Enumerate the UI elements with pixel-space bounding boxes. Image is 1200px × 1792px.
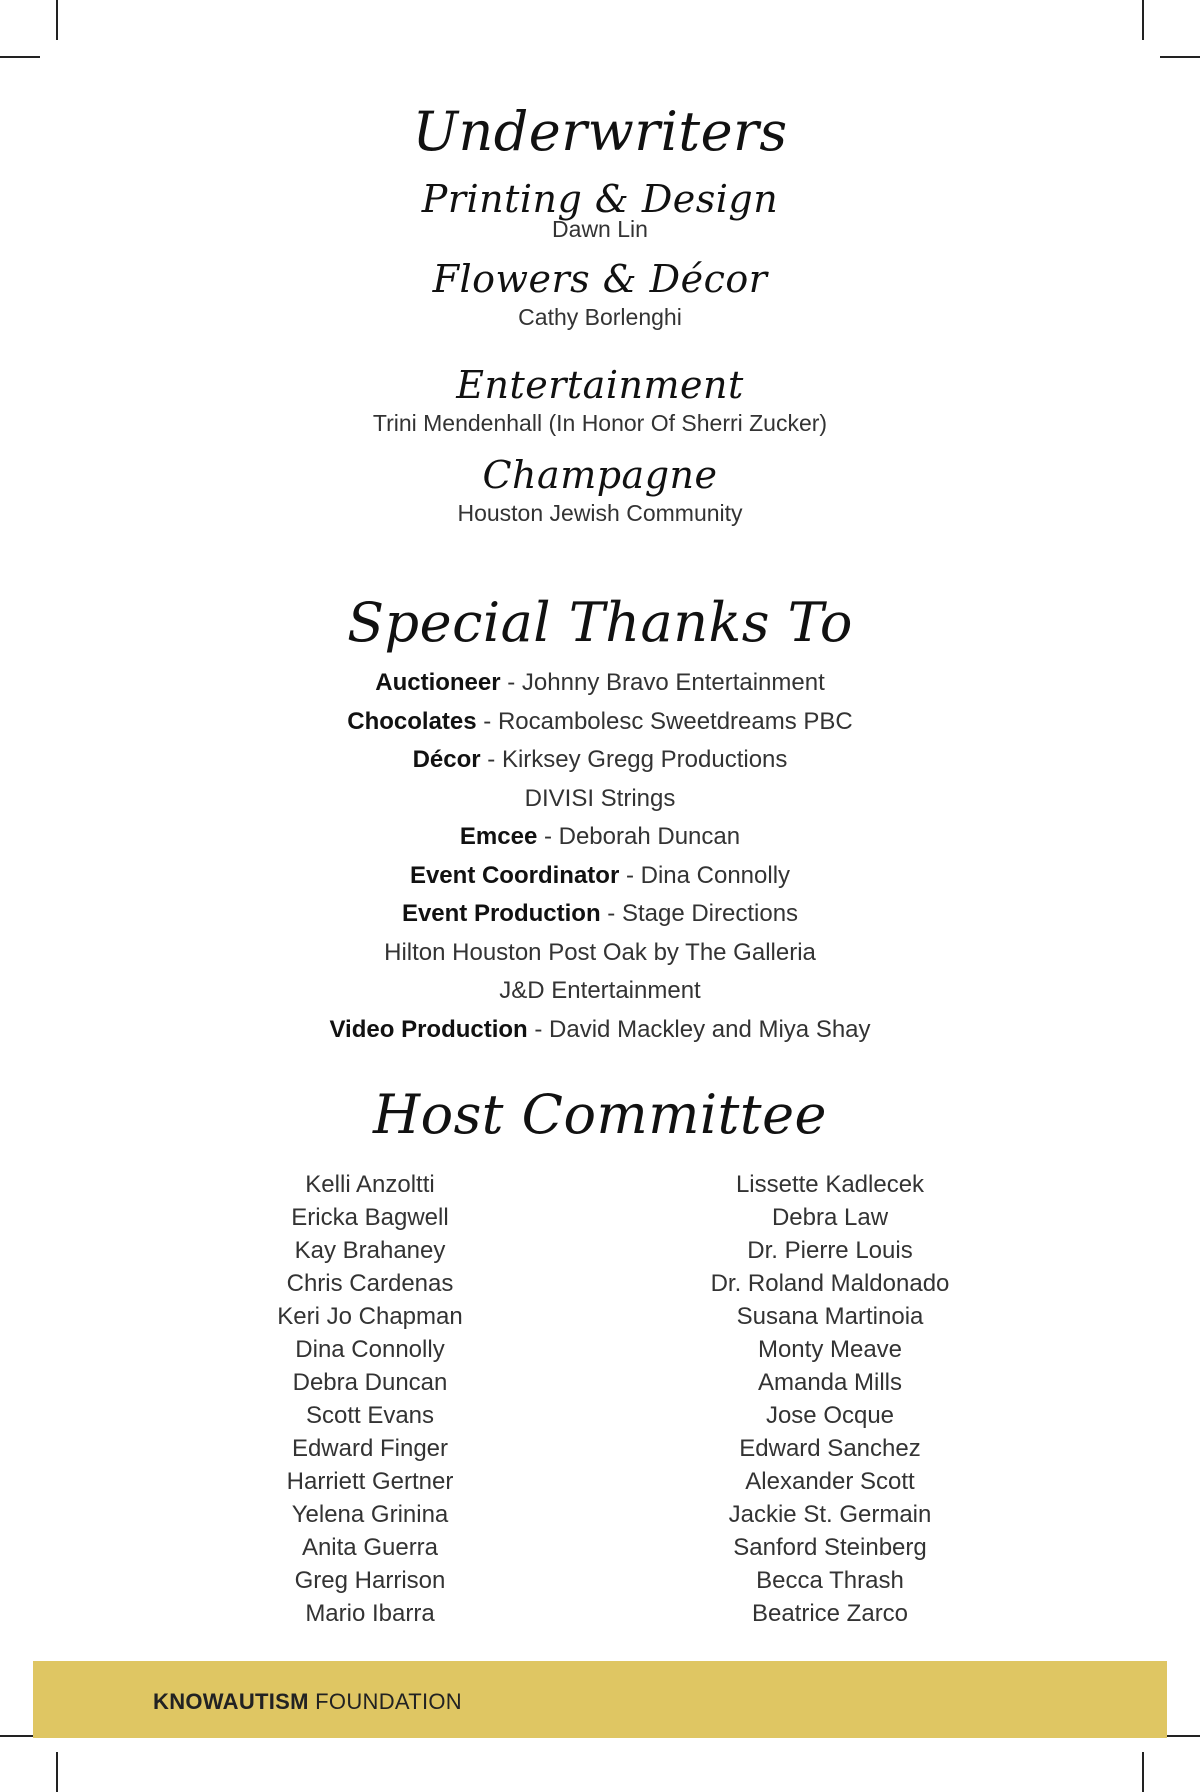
committee-member: Jackie St. Germain bbox=[728, 1501, 932, 1528]
thanks-line bbox=[0, 857, 1200, 896]
special-thanks-section bbox=[0, 588, 1200, 1049]
thanks-name: Johnny Bravo Entertainment bbox=[521, 669, 825, 696]
crop-mark bbox=[1160, 56, 1200, 58]
committee-member: Susana Martinoia bbox=[736, 1303, 924, 1330]
committee-member: Harriett Gertner bbox=[286, 1468, 454, 1495]
committee-member: Scott Evans bbox=[305, 1402, 435, 1429]
special-thanks-title: Special Thanks To bbox=[347, 591, 853, 654]
committee-column-right bbox=[620, 1168, 1040, 1630]
underwriter-heading: Printing & Design bbox=[421, 177, 779, 221]
committee-member: Keri Jo Chapman bbox=[277, 1303, 463, 1330]
committee-member: Amanda Mills bbox=[757, 1369, 903, 1396]
host-committee-title: Host Committee bbox=[372, 1083, 827, 1146]
underwriter-group bbox=[0, 362, 1200, 438]
committee-member: Chris Cardenas bbox=[286, 1270, 454, 1297]
underwriter-group bbox=[0, 176, 1200, 242]
thanks-name: DIVISI Strings bbox=[524, 784, 676, 812]
underwriter-name: Cathy Borlenghi bbox=[518, 304, 682, 330]
footer-brand-bold: KNOWAUTISM bbox=[153, 1689, 309, 1714]
thanks-role: Emcee bbox=[459, 823, 538, 850]
committee-member: Ericka Bagwell bbox=[291, 1204, 449, 1231]
thanks-name: Kirksey Gregg Productions bbox=[501, 746, 788, 773]
thanks-name: Dina Connolly bbox=[640, 861, 791, 889]
thanks-line bbox=[0, 972, 1200, 1011]
footer-band bbox=[33, 1661, 1167, 1738]
footer-brand-rest: FOUNDATION bbox=[308, 1689, 462, 1714]
underwriters-section bbox=[0, 96, 1200, 528]
thanks-line bbox=[0, 741, 1200, 780]
thanks-line bbox=[0, 818, 1200, 857]
thanks-name: Rocambolesc Sweetdreams PBC bbox=[497, 707, 853, 735]
thanks-separator: - bbox=[500, 669, 522, 696]
committee-member: Becca Thrash bbox=[756, 1567, 904, 1594]
committee-member: Dina Connolly bbox=[295, 1336, 445, 1363]
thanks-name: J&D Entertainment bbox=[499, 977, 701, 1004]
thanks-separator: - bbox=[600, 900, 622, 927]
committee-member: Debra Law bbox=[771, 1204, 889, 1231]
committee-member: Lissette Kadlecek bbox=[735, 1171, 925, 1198]
committee-member: Edward Sanchez bbox=[739, 1435, 921, 1462]
committee-member: Kelli Anzoltti bbox=[305, 1171, 435, 1198]
committee-member: Jose Ocque bbox=[765, 1402, 895, 1429]
underwriter-name: Houston Jewish Community bbox=[457, 500, 743, 526]
crop-mark bbox=[56, 1752, 58, 1792]
committee-member: Monty Meave bbox=[757, 1336, 903, 1363]
thanks-separator: - bbox=[527, 1015, 550, 1043]
thanks-line bbox=[0, 780, 1200, 819]
underwriter-heading: Flowers & Décor bbox=[432, 257, 768, 301]
underwriter-heading: Champagne bbox=[482, 453, 718, 497]
thanks-line bbox=[0, 703, 1200, 742]
committee-member: Greg Harrison bbox=[294, 1567, 446, 1594]
committee-member: Beatrice Zarco bbox=[751, 1600, 909, 1627]
thanks-name: Stage Directions bbox=[621, 900, 799, 927]
footer-brand bbox=[153, 1689, 462, 1715]
underwriter-name: Trini Mendenhall (In Honor Of Sherri Zucker) bbox=[372, 410, 828, 436]
committee-member: Dr. Roland Maldonado bbox=[710, 1270, 950, 1297]
committee-column-left bbox=[160, 1168, 580, 1630]
thanks-role: Décor bbox=[412, 746, 481, 773]
underwriter-group bbox=[0, 452, 1200, 528]
committee-member: Edward Finger bbox=[291, 1435, 449, 1462]
thanks-name: David Mackley and Miya Shay bbox=[549, 1015, 871, 1043]
thanks-separator: - bbox=[619, 861, 641, 889]
underwriter-group bbox=[0, 256, 1200, 332]
thanks-line bbox=[0, 664, 1200, 703]
committee-member: Alexander Scott bbox=[745, 1468, 915, 1495]
host-committee-title-wrap bbox=[0, 1080, 1200, 1150]
committee-member: Dr. Pierre Louis bbox=[747, 1237, 913, 1264]
underwriters-title: Underwriters bbox=[412, 100, 788, 163]
thanks-line bbox=[0, 1011, 1200, 1050]
thanks-line bbox=[0, 934, 1200, 973]
thanks-separator: - bbox=[537, 823, 559, 850]
committee-member: Mario Ibarra bbox=[305, 1600, 435, 1627]
special-thanks-list bbox=[0, 664, 1200, 1049]
thanks-name: Deborah Duncan bbox=[558, 823, 741, 850]
thanks-role: Auctioneer bbox=[375, 669, 501, 696]
thanks-role: Chocolates bbox=[347, 707, 477, 735]
thanks-role: Event Production bbox=[401, 900, 601, 927]
thanks-name: Hilton Houston Post Oak by The Galleria bbox=[384, 938, 816, 966]
thanks-separator: - bbox=[476, 707, 498, 735]
thanks-role: Video Production bbox=[329, 1015, 528, 1043]
crop-mark bbox=[1142, 1752, 1144, 1792]
committee-member: Kay Brahaney bbox=[294, 1237, 446, 1264]
crop-mark bbox=[1142, 0, 1144, 40]
thanks-line bbox=[0, 895, 1200, 934]
underwriter-name: Dawn Lin bbox=[552, 216, 648, 242]
underwriter-heading: Entertainment bbox=[456, 363, 744, 407]
thanks-role: Event Coordinator bbox=[409, 861, 620, 889]
thanks-separator: - bbox=[480, 746, 502, 773]
committee-member: Sanford Steinberg bbox=[733, 1534, 927, 1561]
committee-member: Yelena Grinina bbox=[291, 1501, 449, 1528]
committee-member: Debra Duncan bbox=[292, 1369, 448, 1396]
crop-mark bbox=[0, 56, 40, 58]
committee-member: Anita Guerra bbox=[301, 1534, 439, 1561]
crop-mark bbox=[56, 0, 58, 40]
